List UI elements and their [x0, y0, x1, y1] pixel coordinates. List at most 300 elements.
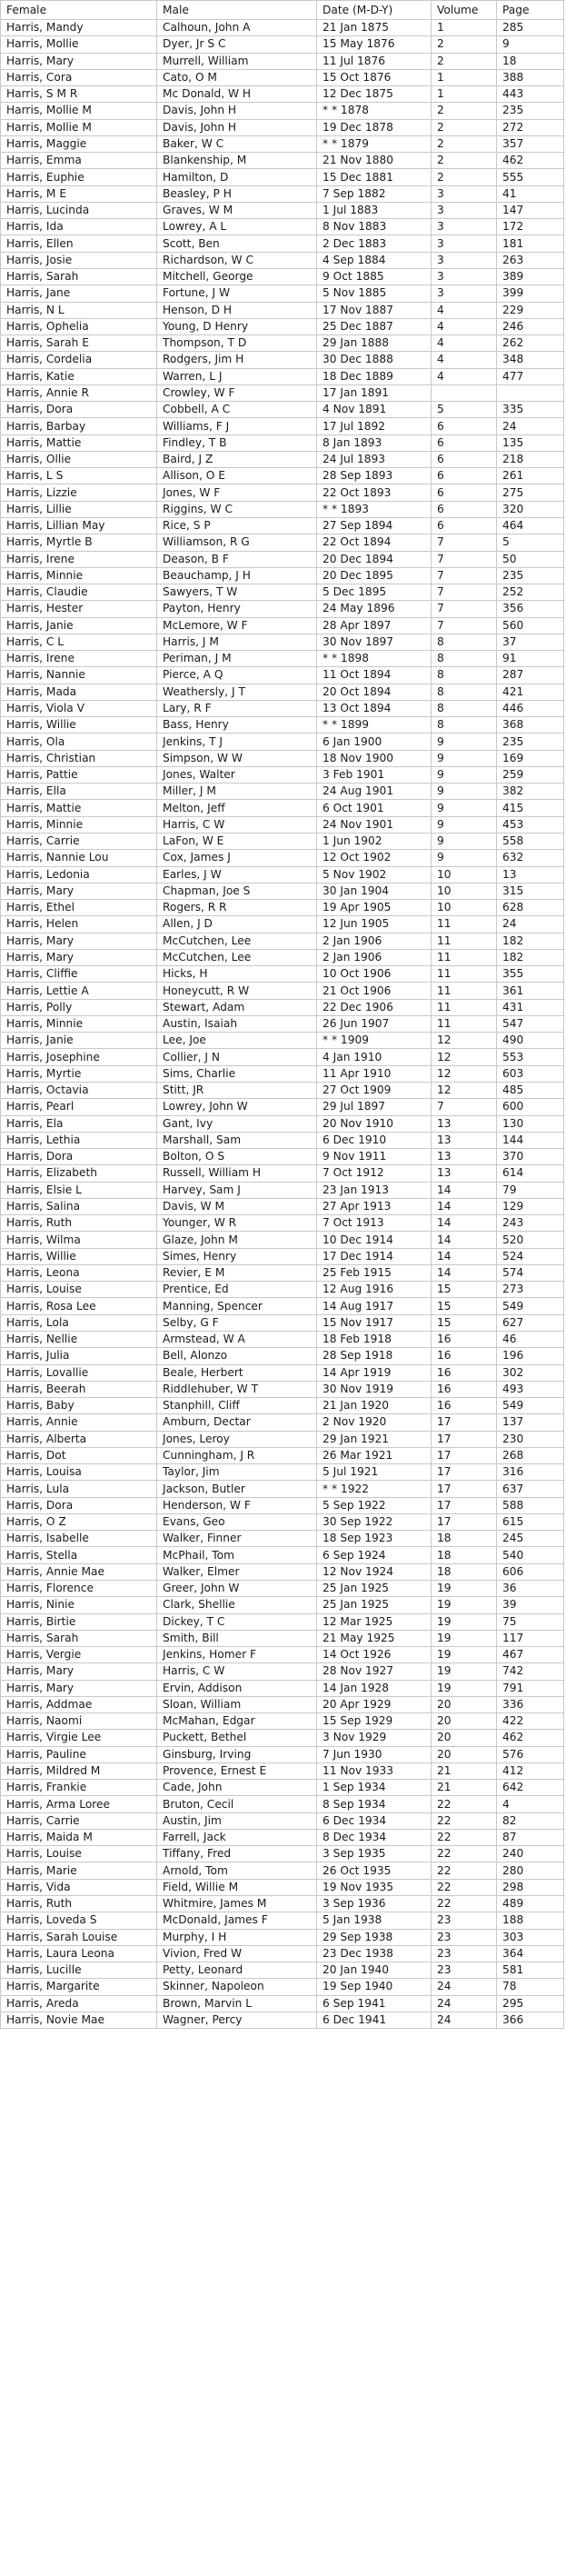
table-row	[1, 1896, 564, 1912]
cell-volume: 19	[432, 1680, 497, 1696]
cell-male: Armstead, W A	[157, 1331, 317, 1347]
cell-date: 28 Apr 1897	[317, 617, 432, 634]
cell-volume: 23	[432, 1962, 497, 1979]
cell-male: Collier, J N	[157, 1049, 317, 1065]
cell-female: Harris, Frankie	[1, 1780, 157, 1796]
cell-volume: 10	[432, 866, 497, 883]
cell-male: Beauchamp, J H	[157, 567, 317, 584]
cell-male: Greer, John W	[157, 1580, 317, 1596]
cell-volume: 12	[432, 1033, 497, 1049]
cell-date: 15 Sep 1929	[317, 1713, 432, 1730]
cell-male: Lowrey, A L	[157, 219, 317, 235]
cell-female: Harris, Lucille	[1, 1962, 157, 1979]
table-row	[1, 700, 564, 716]
cell-male: Cade, John	[157, 1780, 317, 1796]
cell-date: 9 Nov 1911	[317, 1149, 432, 1165]
cell-male: Field, Willie M	[157, 1879, 317, 1895]
records-body	[1, 20, 564, 2029]
cell-date: * * 1909	[317, 1033, 432, 1049]
cell-female: Harris, Ida	[1, 219, 157, 235]
cell-male: Taylor, Jim	[157, 1464, 317, 1481]
cell-date: 19 Nov 1935	[317, 1879, 432, 1895]
cell-page: 243	[497, 1215, 564, 1232]
cell-page: 273	[497, 1282, 564, 1298]
cell-volume: 10	[432, 883, 497, 899]
cell-volume: 6	[432, 501, 497, 517]
cell-page: 588	[497, 1497, 564, 1513]
cell-male: Murphy, I H	[157, 1929, 317, 1945]
table-row	[1, 816, 564, 833]
cell-page: 235	[497, 103, 564, 119]
cell-male: Harvey, Sam J	[157, 1182, 317, 1198]
cell-page: 275	[497, 484, 564, 501]
cell-female: Harris, Wilma	[1, 1232, 157, 1248]
cell-page: 615	[497, 1513, 564, 1530]
table-row	[1, 1780, 564, 1796]
cell-date: 26 Mar 1921	[317, 1447, 432, 1463]
cell-male: Mitchell, George	[157, 268, 317, 285]
cell-date: 15 Oct 1876	[317, 69, 432, 85]
cell-date: 28 Sep 1918	[317, 1348, 432, 1364]
cell-volume: 2	[432, 36, 497, 53]
cell-female: Harris, Dot	[1, 1447, 157, 1463]
table-row	[1, 1015, 564, 1032]
cell-page: 600	[497, 1099, 564, 1115]
cell-date: 1 Jul 1883	[317, 202, 432, 218]
cell-date: * * 1878	[317, 103, 432, 119]
table-row	[1, 484, 564, 501]
cell-page: 4	[497, 1796, 564, 1812]
cell-female: Harris, Carrie	[1, 1812, 157, 1829]
cell-male: Allison, O E	[157, 468, 317, 484]
table-row	[1, 1481, 564, 1497]
cell-female: Harris, Ellen	[1, 235, 157, 252]
cell-date: 4 Nov 1891	[317, 402, 432, 418]
cell-male: Warren, L J	[157, 368, 317, 384]
cell-male: Findley, T B	[157, 434, 317, 451]
table-row	[1, 534, 564, 551]
cell-volume: 22	[432, 1846, 497, 1862]
table-row	[1, 1563, 564, 1580]
cell-date: * * 1893	[317, 501, 432, 517]
cell-page: 9	[497, 36, 564, 53]
table-row	[1, 1282, 564, 1298]
cell-date: 6 Sep 1924	[317, 1547, 432, 1563]
cell-date: 12 Nov 1924	[317, 1563, 432, 1580]
cell-date: 5 Jul 1921	[317, 1464, 432, 1481]
cell-male: Sawyers, T W	[157, 584, 317, 601]
cell-female: Harris, Mary	[1, 1663, 157, 1680]
table-row	[1, 1065, 564, 1082]
table-row	[1, 119, 564, 135]
cell-volume: 16	[432, 1381, 497, 1397]
cell-male: Honeycutt, R W	[157, 983, 317, 999]
cell-date: 22 Dec 1906	[317, 999, 432, 1015]
table-row	[1, 1647, 564, 1663]
cell-female: Harris, Ela	[1, 1115, 157, 1132]
cell-page: 581	[497, 1962, 564, 1979]
cell-volume: 8	[432, 700, 497, 716]
table-row	[1, 684, 564, 700]
cell-page: 361	[497, 983, 564, 999]
table-row	[1, 1613, 564, 1630]
cell-female: Harris, Leona	[1, 1264, 157, 1281]
cell-female: Harris, Dora	[1, 402, 157, 418]
cell-male: Earles, J W	[157, 866, 317, 883]
table-row	[1, 1182, 564, 1198]
cell-female: Harris, Annie	[1, 1414, 157, 1431]
cell-volume: 21	[432, 1780, 497, 1796]
cell-male: Mc Donald, W H	[157, 86, 317, 103]
table-row	[1, 784, 564, 800]
cell-female: Harris, Irene	[1, 651, 157, 667]
table-row	[1, 202, 564, 218]
cell-volume: 9	[432, 850, 497, 866]
cell-female: Harris, Ollie	[1, 451, 157, 467]
cell-male: Williams, F J	[157, 418, 317, 434]
cell-female: Harris, Mattie	[1, 434, 157, 451]
cell-page: 412	[497, 1762, 564, 1779]
cell-male: Farrell, Jack	[157, 1829, 317, 1845]
cell-female: Harris, Ola	[1, 734, 157, 750]
cell-male: Calhoun, John A	[157, 20, 317, 36]
cell-page: 791	[497, 1680, 564, 1696]
cell-date: 30 Nov 1919	[317, 1381, 432, 1397]
cell-page: 368	[497, 717, 564, 734]
cell-volume: 1	[432, 86, 497, 103]
cell-volume: 11	[432, 933, 497, 949]
table-row	[1, 1962, 564, 1979]
cell-volume: 23	[432, 1945, 497, 1962]
cell-date: 25 Jan 1925	[317, 1580, 432, 1596]
cell-volume: 2	[432, 53, 497, 69]
cell-female: Harris, Mary	[1, 53, 157, 69]
cell-volume: 20	[432, 1713, 497, 1730]
cell-volume: 7	[432, 1099, 497, 1115]
cell-page: 553	[497, 1049, 564, 1065]
cell-page: 18	[497, 53, 564, 69]
cell-volume: 9	[432, 784, 497, 800]
cell-female: Harris, Mollie	[1, 36, 157, 53]
cell-female: Harris, Ophelia	[1, 318, 157, 334]
cell-volume: 15	[432, 1298, 497, 1314]
cell-female: Harris, M E	[1, 185, 157, 202]
table-row	[1, 1862, 564, 1879]
cell-date: 19 Dec 1878	[317, 119, 432, 135]
cell-date: 29 Jan 1921	[317, 1431, 432, 1447]
table-row	[1, 153, 564, 169]
cell-female: Harris, Lettie A	[1, 983, 157, 999]
cell-female: Harris, Pearl	[1, 1099, 157, 1115]
table-row	[1, 1995, 564, 2012]
cell-volume: 6	[432, 484, 497, 501]
cell-page: 628	[497, 900, 564, 916]
cell-male: Baker, W C	[157, 135, 317, 152]
cell-female: Harris, Helen	[1, 916, 157, 933]
cell-female: Harris, Mary	[1, 883, 157, 899]
cell-page: 549	[497, 1398, 564, 1414]
cell-page: 485	[497, 1083, 564, 1099]
cell-page: 489	[497, 1896, 564, 1912]
cell-page: 246	[497, 318, 564, 334]
cell-male: Beale, Herbert	[157, 1364, 317, 1381]
cell-volume: 6	[432, 451, 497, 467]
cell-female: Harris, Nannie	[1, 667, 157, 684]
cell-volume: 10	[432, 900, 497, 916]
cell-volume: 3	[432, 185, 497, 202]
cell-female: Harris, Dora	[1, 1149, 157, 1165]
cell-female: Harris, Stella	[1, 1547, 157, 1563]
table-row	[1, 766, 564, 783]
cell-male: Jenkins, Homer F	[157, 1647, 317, 1663]
table-row	[1, 1364, 564, 1381]
cell-date: 30 Jan 1904	[317, 883, 432, 899]
cell-date: 29 Sep 1938	[317, 1929, 432, 1945]
cell-female: Harris, Mada	[1, 684, 157, 700]
cell-male: Riddlehuber, W T	[157, 1381, 317, 1397]
cell-male: Davis, W M	[157, 1198, 317, 1214]
cell-female: Harris, Minnie	[1, 816, 157, 833]
cell-page: 235	[497, 734, 564, 750]
cell-male: Thompson, T D	[157, 335, 317, 352]
cell-female: Harris, Birtie	[1, 1613, 157, 1630]
cell-male: Stewart, Adam	[157, 999, 317, 1015]
cell-date: 18 Feb 1918	[317, 1331, 432, 1347]
cell-male: Scott, Ben	[157, 235, 317, 252]
table-row	[1, 434, 564, 451]
cell-page: 235	[497, 567, 564, 584]
cell-female: Harris, Naomi	[1, 1713, 157, 1730]
cell-date: 18 Sep 1923	[317, 1531, 432, 1547]
cell-date: 14 Apr 1919	[317, 1364, 432, 1381]
cell-date: 6 Dec 1910	[317, 1132, 432, 1148]
cell-female: Harris, Josie	[1, 252, 157, 268]
cell-volume: 4	[432, 335, 497, 352]
cell-page: 129	[497, 1198, 564, 1214]
cell-date: 7 Oct 1913	[317, 1215, 432, 1232]
cell-volume: 15	[432, 1314, 497, 1331]
cell-female: Harris, Jane	[1, 285, 157, 302]
cell-male: Simes, Henry	[157, 1248, 317, 1264]
cell-date: 14 Oct 1926	[317, 1647, 432, 1663]
table-row	[1, 1746, 564, 1762]
cell-page: 614	[497, 1165, 564, 1182]
table-row	[1, 335, 564, 352]
cell-page: 39	[497, 1597, 564, 1613]
cell-date: 9 Oct 1885	[317, 268, 432, 285]
cell-page: 421	[497, 684, 564, 700]
cell-female: Harris, Isabelle	[1, 1531, 157, 1547]
cell-date: 1 Sep 1934	[317, 1780, 432, 1796]
cell-female: Harris, Janie	[1, 617, 157, 634]
cell-female: Harris, Maggie	[1, 135, 157, 152]
cell-volume: 22	[432, 1879, 497, 1895]
cell-female: Harris, Ethel	[1, 900, 157, 916]
cell-volume: 23	[432, 1912, 497, 1929]
cell-page: 477	[497, 368, 564, 384]
cell-volume: 9	[432, 816, 497, 833]
cell-date: 12 Aug 1916	[317, 1282, 432, 1298]
cell-date: 21 Oct 1906	[317, 983, 432, 999]
cell-female: Harris, Viola V	[1, 700, 157, 716]
cell-male: Jones, Leroy	[157, 1431, 317, 1447]
cell-page: 87	[497, 1829, 564, 1845]
cell-female: Harris, Lucinda	[1, 202, 157, 218]
cell-date: 22 Oct 1894	[317, 534, 432, 551]
cell-male: Murrell, William	[157, 53, 317, 69]
cell-date: 2 Jan 1906	[317, 949, 432, 965]
table-row	[1, 53, 564, 69]
cell-female: Harris, Willie	[1, 1248, 157, 1264]
table-row	[1, 800, 564, 816]
cell-female: Harris, Baby	[1, 1398, 157, 1414]
cell-male: McMahan, Edgar	[157, 1713, 317, 1730]
cell-date: 28 Sep 1893	[317, 468, 432, 484]
cell-female: Harris, Elsie L	[1, 1182, 157, 1198]
cell-male: Skinner, Napoleon	[157, 1979, 317, 1995]
table-row	[1, 1115, 564, 1132]
cell-volume: 18	[432, 1547, 497, 1563]
table-row	[1, 1431, 564, 1447]
cell-male: Bass, Henry	[157, 717, 317, 734]
cell-male: Austin, Jim	[157, 1812, 317, 1829]
cell-date: 13 Oct 1894	[317, 700, 432, 716]
cell-page: 637	[497, 1481, 564, 1497]
cell-male: McCutchen, Lee	[157, 933, 317, 949]
cell-female: Harris, L S	[1, 468, 157, 484]
cell-volume: 22	[432, 1812, 497, 1829]
cell-female: Harris, Ella	[1, 784, 157, 800]
cell-female: Harris, Euphie	[1, 169, 157, 185]
cell-female: Harris, Louise	[1, 1282, 157, 1298]
cell-female: Harris, Pauline	[1, 1746, 157, 1762]
cell-volume: 2	[432, 119, 497, 135]
cell-female: Harris, Ledonia	[1, 866, 157, 883]
cell-volume: 14	[432, 1248, 497, 1264]
cell-volume: 9	[432, 834, 497, 850]
table-row	[1, 302, 564, 318]
cell-female: Harris, Alberta	[1, 1431, 157, 1447]
cell-volume: 22	[432, 1896, 497, 1912]
table-row	[1, 1597, 564, 1613]
cell-page: 13	[497, 866, 564, 883]
table-row	[1, 651, 564, 667]
table-row	[1, 1099, 564, 1115]
cell-male: Weathersly, J T	[157, 684, 317, 700]
cell-date: 6 Dec 1941	[317, 2012, 432, 2028]
cell-male: Bell, Alonzo	[157, 1348, 317, 1364]
cell-date: 27 Apr 1913	[317, 1198, 432, 1214]
cell-male: Sims, Charlie	[157, 1065, 317, 1082]
cell-date: 17 Jan 1891	[317, 384, 432, 401]
table-row	[1, 1713, 564, 1730]
cell-page: 315	[497, 883, 564, 899]
cell-male: Simpson, W W	[157, 750, 317, 766]
cell-female: Harris, Sarah Louise	[1, 1929, 157, 1945]
cell-date: 11 Apr 1910	[317, 1065, 432, 1082]
cell-page: 182	[497, 933, 564, 949]
cell-male: Lee, Joe	[157, 1033, 317, 1049]
cell-date: 20 Apr 1929	[317, 1696, 432, 1712]
cell-volume: 22	[432, 1829, 497, 1845]
cell-female: Harris, Carrie	[1, 834, 157, 850]
cell-date: 15 Nov 1917	[317, 1314, 432, 1331]
cell-date: 11 Jul 1876	[317, 53, 432, 69]
cell-date: 12 Mar 1925	[317, 1613, 432, 1630]
cell-page: 169	[497, 750, 564, 766]
table-row	[1, 1663, 564, 1680]
cell-volume: 16	[432, 1331, 497, 1347]
cell-female: Harris, Loveda S	[1, 1912, 157, 1929]
cell-male: Revier, E M	[157, 1264, 317, 1281]
cell-male: Lowrey, John W	[157, 1099, 317, 1115]
cell-date: 25 Feb 1915	[317, 1264, 432, 1281]
cell-male: Russell, William H	[157, 1165, 317, 1182]
cell-male: McDonald, James F	[157, 1912, 317, 1929]
cell-volume: 8	[432, 634, 497, 650]
cell-male: Young, D Henry	[157, 318, 317, 334]
cell-female: Harris, Virgie Lee	[1, 1730, 157, 1746]
cell-page: 467	[497, 1647, 564, 1663]
cell-female: Harris, Nellie	[1, 1331, 157, 1347]
cell-volume: 22	[432, 1796, 497, 1812]
table-row	[1, 1912, 564, 1929]
cell-female: Harris, Mollie M	[1, 119, 157, 135]
cell-male: Vivion, Fred W	[157, 1945, 317, 1962]
table-row	[1, 1149, 564, 1165]
cell-date: 26 Jun 1907	[317, 1015, 432, 1032]
cell-male: Henderson, W F	[157, 1497, 317, 1513]
cell-page: 5	[497, 534, 564, 551]
cell-page: 245	[497, 1531, 564, 1547]
cell-date: 11 Oct 1894	[317, 667, 432, 684]
cell-male: Baird, J Z	[157, 451, 317, 467]
table-row	[1, 667, 564, 684]
cell-page: 520	[497, 1232, 564, 1248]
cell-page: 240	[497, 1846, 564, 1862]
cell-page: 642	[497, 1780, 564, 1796]
cell-page: 262	[497, 335, 564, 352]
cell-date: 24 May 1896	[317, 601, 432, 617]
cell-female: Harris, Addmae	[1, 1696, 157, 1712]
cell-female: Harris, Salina	[1, 1198, 157, 1214]
cell-page: 356	[497, 601, 564, 617]
cell-volume: 20	[432, 1746, 497, 1762]
cell-male: Jones, Walter	[157, 766, 317, 783]
cell-volume: 14	[432, 1182, 497, 1198]
cell-date: 20 Jan 1940	[317, 1962, 432, 1979]
cell-female: Harris, Irene	[1, 551, 157, 567]
cell-female: Harris, Dora	[1, 1497, 157, 1513]
cell-page: 627	[497, 1314, 564, 1331]
cell-volume: 12	[432, 1049, 497, 1065]
cell-page: 24	[497, 916, 564, 933]
cell-date: 3 Nov 1929	[317, 1730, 432, 1746]
table-row	[1, 933, 564, 949]
cell-volume: 4	[432, 352, 497, 368]
cell-volume: 9	[432, 766, 497, 783]
cell-volume: 17	[432, 1513, 497, 1530]
table-row	[1, 1580, 564, 1596]
table-row	[1, 584, 564, 601]
cell-date: 20 Nov 1910	[317, 1115, 432, 1132]
cell-date: 27 Oct 1909	[317, 1083, 432, 1099]
table-row	[1, 501, 564, 517]
cell-date: 5 Nov 1902	[317, 866, 432, 883]
cell-female: Harris, Minnie	[1, 567, 157, 584]
table-row	[1, 1531, 564, 1547]
table-row	[1, 1398, 564, 1414]
